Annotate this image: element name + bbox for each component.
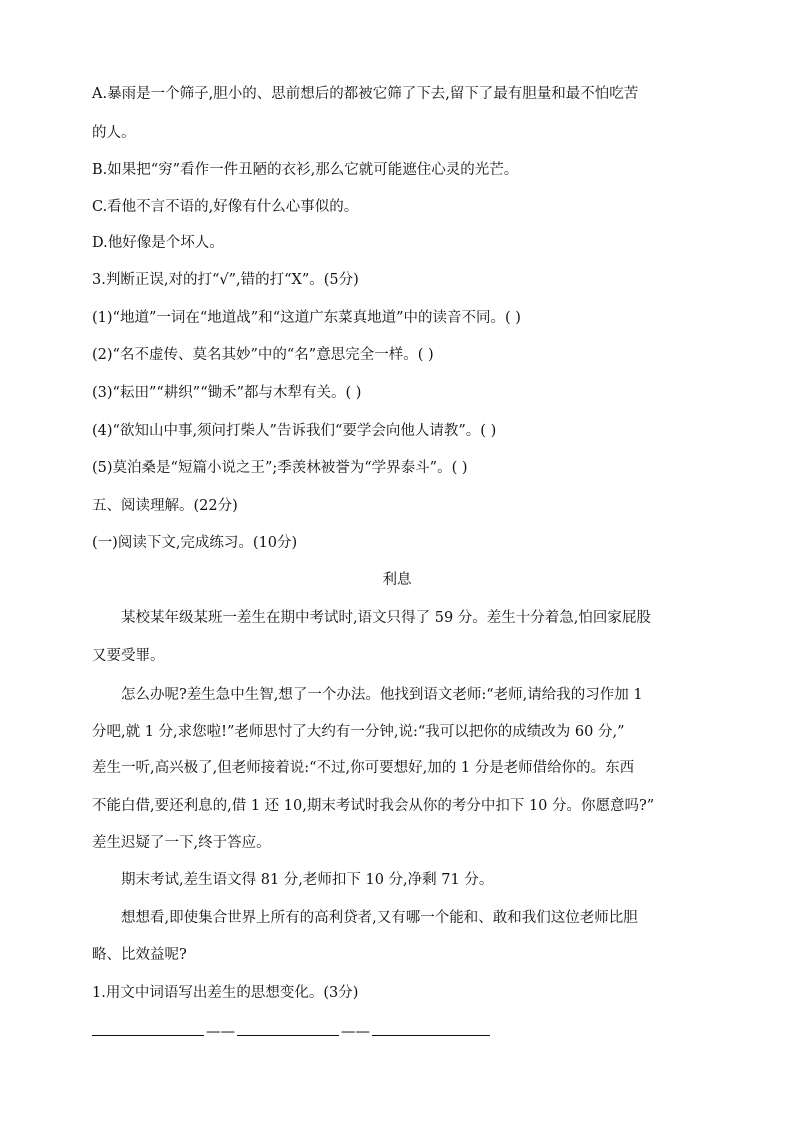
question-3-title: 3.判断正误,对的打“√”,错的打“X”。(5分) — [92, 272, 359, 288]
option-a-line1: A.暴雨是一个筛子,胆小的、思前想后的都被它筛了下去,留下了最有胆量和最不怕吃苦 — [92, 86, 639, 102]
article-title: 利息 — [382, 572, 412, 588]
article-line-5: 差生一听,高兴极了,但老师接着说:“不过,你可要想好,加的 1 分是老师借给你的。东西 — [92, 760, 635, 776]
question-3-item-3: (3)“耘田”“耕织”“锄禾”都与木犁有关。( ) — [92, 385, 362, 401]
section-5-title: 五、阅读理解。(22分) — [92, 498, 238, 514]
article-line-8: 期末考试,差生语文得 81 分,老师扣下 10 分,净剩 71 分。 — [121, 872, 494, 888]
article-line-10: 略、比效益呢? — [92, 947, 187, 963]
reading-part-1-title: (一)阅读下文,完成练习。(10分) — [92, 535, 298, 551]
answer-blank-2[interactable] — [237, 1023, 339, 1036]
article-line-9: 想想看,即使集合世界上所有的高利贷者,又有哪一个能和、敢和我们这位老师比胆 — [121, 910, 638, 926]
article-line-2: 又要受罪。 — [92, 648, 165, 664]
question-1-title: 1.用文中词语写出差生的思想变化。(3分) — [92, 985, 359, 1001]
article-line-6: 不能白借,要还利息的,借 1 还 10,期末考试时我会从你的考分中扣下 10 分。你愿意吗?” — [92, 798, 655, 814]
separator-dash-1: —— — [206, 1024, 235, 1040]
option-a-line2: 的人。 — [92, 125, 136, 141]
question-3-item-2: (2)“名不虚传、莫名其妙”中的“名”意思完全一样。( ) — [92, 347, 434, 363]
option-d: D.他好像是个坏人。 — [92, 235, 224, 251]
separator-dash-2: —— — [341, 1024, 370, 1040]
question-3-item-5: (5)莫泊桑是“短篇小说之王”;季羡林被誉为“学界泰斗”。( ) — [92, 460, 468, 476]
answer-blank-1[interactable] — [92, 1023, 204, 1036]
question-3-item-4: (4)“欲知山中事,须问打柴人”告诉我们“要学会向他人请教”。( ) — [92, 423, 497, 439]
article-line-3: 怎么办呢?差生急中生智,想了一个办法。他找到语文老师:“老师,请给我的习作加 1 — [121, 687, 643, 703]
article-line-1: 某校某年级某班一差生在期中考试时,语文只得了 59 分。差生十分着急,怕回家屁股 — [121, 610, 651, 626]
answer-blanks-row — [92, 1022, 490, 1042]
question-3-item-1: (1)“地道”一词在“地道战”和“这道广东菜真地道”中的读音不同。( ) — [92, 310, 521, 326]
article-line-7: 差生迟疑了一下,终于答应。 — [92, 835, 271, 851]
option-c: C.看他不言不语的,好像有什么心事似的。 — [92, 199, 359, 215]
option-b: B.如果把“穷”看作一件丑陋的衣衫,那么它就可能遮住心灵的光芒。 — [92, 162, 519, 178]
article-line-4: 分吧,就 1 分,求您啦!”老师思忖了大约有一分钟,说:“我可以把你的成绩改为 60 分,” — [92, 724, 625, 740]
answer-blank-3[interactable] — [372, 1023, 490, 1036]
